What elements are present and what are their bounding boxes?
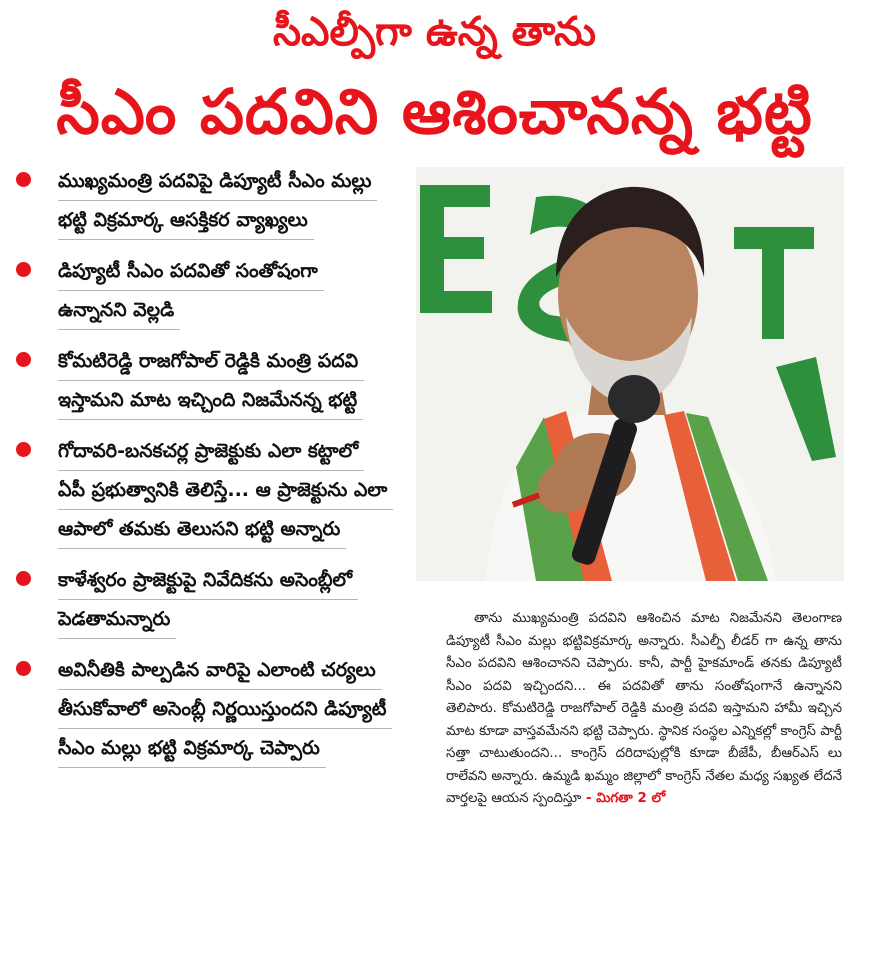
bullet-item xyxy=(14,432,412,549)
bullet-dot-icon xyxy=(16,352,31,367)
bullet-item xyxy=(14,651,412,768)
bullet-dot-icon xyxy=(16,172,31,187)
bullet-line: ముఖ్యమంత్రి పదవిపై డిప్యూటీ సీఎం మల్లు xyxy=(58,162,377,201)
article-body xyxy=(446,608,842,811)
bullet-dot-icon xyxy=(16,571,31,586)
bullet-line: డిప్యూటీ సీఎం పదవితో సంతోషంగా xyxy=(58,252,324,291)
bullet-line: ఏపీ ప్రభుత్వానికి తెలిస్తే... ఆ ప్రాజెక్టును ఎలా xyxy=(58,471,393,510)
bullet-line: సీఎం మల్లు భట్టి విక్రమార్క చెప్పారు xyxy=(58,729,326,768)
speaker-illustration xyxy=(416,167,844,581)
speaker-photo xyxy=(416,167,844,581)
continued-note: - మిగతా 2 లో xyxy=(581,791,666,806)
bullet-line: తీసుకోవాలో అసెంబ్లీ నిర్ణయిస్తుందని డిప్యూటీ xyxy=(58,690,392,729)
bullet-line: ఇస్తామని మాట ఇచ్చింది నిజమేనన్న భట్టి xyxy=(58,381,363,420)
bullet-line: గోదావరి-బనకచర్ల ప్రాజెక్టుకు ఎలా కట్టాలో xyxy=(58,432,364,471)
kicker-headline: సీఎల్పీగా ఉన్న తాను xyxy=(272,9,597,55)
bullet-line: ఆపాలో తమకు తెలుసని భట్టి అన్నారు xyxy=(58,510,346,549)
bullet-line: కోమటిరెడ్డి రాజగోపాల్ రెడ్డికి మంత్రి పదవి xyxy=(58,342,364,381)
article-text: తాను ముఖ్యమంత్రి పదవిని ఆశించిన మాట నిజమేనని తెలంగాణ డిప్యూటీ సీఎం మల్లు భట్టివిక్రమార్క అన్నారు. సీఎల్పీ లీడర్ గా ఉన్న తాను సీఎం పదవిని ఆశించానని చెప్పారు. కానీ, పార్టీ హైకమాండ్ తనకు డిప్యూటీ సీఎం పదవి ఇచ్చిందని... ఈ పదవితో తాను సంతోషంగానే ఉన్నానని తెలిపారు. కోమటిరెడ్డి రాజగోపాల్ రెడ్డికి మంత్రి పదవి ఇస్తామని హామీ ఇచ్చిన మాట కూడా వాస్తవమేనని భట్టి చెప్పారు. స్థానిక సంస్థల ఎన్నికల్లో కాంగ్రెస్ పార్టీ సత్తా చాటుతుందని... కాంగ్రెస్ దరిదాపుల్లోకి కూడా బీజేపీ, బీఆర్ఎస్ లు రాలేవని అన్నారు. ఉమ్మడి ఖమ్మం జిల్లాలో కాంగ్రెస్ నేతల మధ్య సఖ్యత లేదనే వార్తలపై ఆయన స్పందిస్తూ xyxy=(446,611,842,806)
bullet-item xyxy=(14,342,412,420)
bullet-item xyxy=(14,162,412,240)
bullet-item xyxy=(14,252,412,330)
bullet-item xyxy=(14,561,412,639)
bullet-dot-icon xyxy=(16,661,31,676)
bullet-dot-icon xyxy=(16,262,31,277)
bullet-line: పెడతామన్నారు xyxy=(58,600,176,639)
bullet-dot-icon xyxy=(16,442,31,457)
bullet-line: భట్టి విక్రమార్క ఆసక్తికర వ్యాఖ్యలు xyxy=(58,201,314,240)
bullet-list xyxy=(14,162,412,780)
bullet-line: అవినీతికి పాల్పడిన వారిపై ఎలాంటి చర్యలు xyxy=(58,651,382,690)
bullet-line: కాళేశ్వరం ప్రాజెక్టుపై నివేదికను అసెంబ్లీలో xyxy=(58,561,358,600)
bullet-line: ఉన్నానని వెల్లడి xyxy=(58,291,180,330)
main-headline: సీఎం పదవిని ఆశించానన్న భట్టి xyxy=(56,75,813,148)
